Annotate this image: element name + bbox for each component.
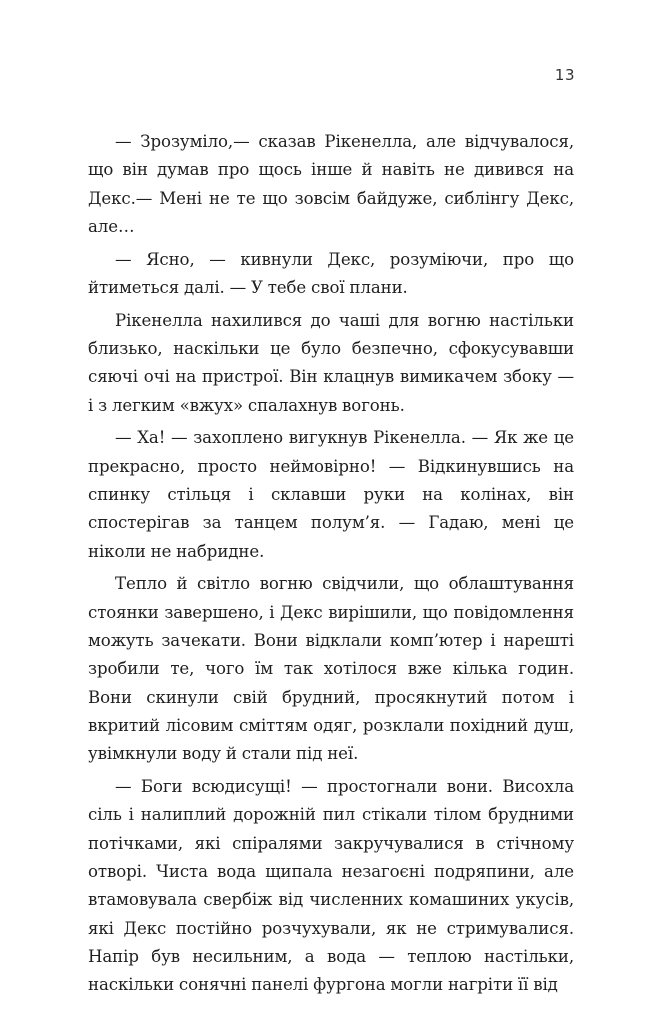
- paragraph: — Боги всюдисущі! — простогнали вони. Висохла сіль і налиплий дорожній пил стікали тілом брудними потічками, які спіралями закручувалися в стічному отворі. Чиста вода щипала незагоєні подряпини, але втамовувала свербіж від численних комашиних укусів, які Декс постійно розчухували, як не стримувалися. Напір був несильним, а вода — теплою настільки, наскільки сонячні панелі фургона могли нагріти її від: [88, 777, 574, 995]
- paragraph: — Ясно, — кивнули Декс, розуміючи, про що йтиметься далі. — У тебе свої плани.: [88, 249, 574, 297]
- paragraph: — Ха! — захоплено вигукнув Рікенелла. — Як же це прекрасно, просто неймовірно! — Відкинувшись на спинку стільця і склавши руки на колінах, він спостерігав за танцем полум’я. — Гадаю, мені це ніколи не набридне.: [88, 428, 574, 561]
- paragraph: Рікенелла нахилився до чаші для вогню настільки близько, наскільки це було безпечно, сфокусувавши сяючі очі на пристрої. Він клацнув вимикачем збоку — і з легким «вжух» спалахнув вогонь.: [88, 310, 574, 415]
- paragraph: — Зрозуміло,— сказав Рікенелла, але відчувалося, що він думав про щось інше й навіть не дивився на Декс.— Мені не те що зовсім байдуже, сиблінгу Декс, але…: [88, 132, 574, 236]
- paragraph: Тепло й світло вогню свідчили, що облаштування стоянки завершено, і Декс вирішили, що повідомлення можуть зачекати. Вони відклали комп’ютер і нарешті зробили те, чого їм так хотілося вже кілька годин. Вони скинули свій брудний, просякнутий потом і вкритий лісовим сміттям одяг, розклали похідний душ, увімкнули воду й стали під неї.: [88, 574, 574, 764]
- body-text: [88, 128, 574, 1004]
- page-number: 13: [554, 66, 575, 84]
